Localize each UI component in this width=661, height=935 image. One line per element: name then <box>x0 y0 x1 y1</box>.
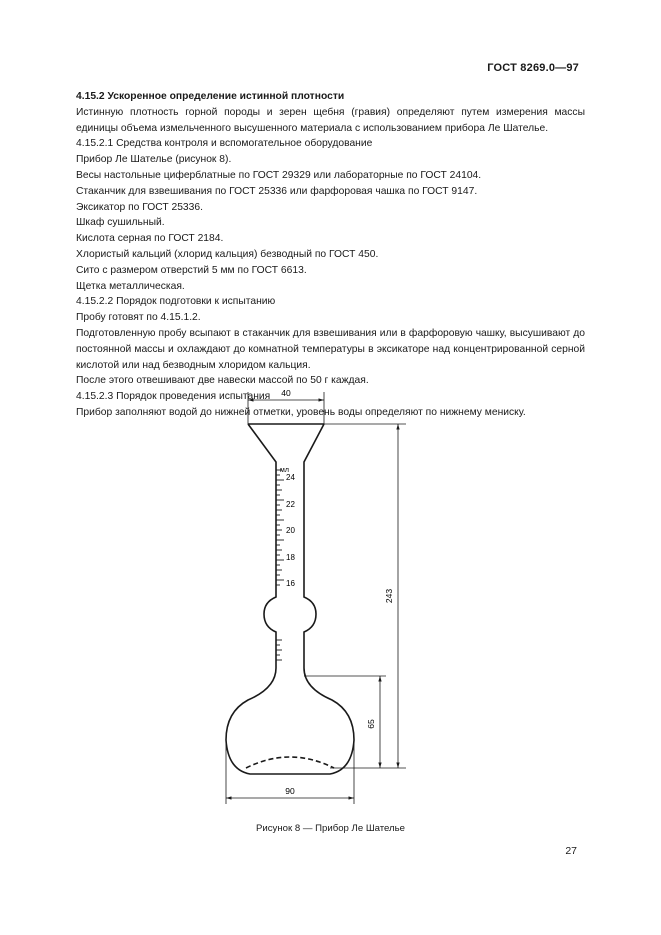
section-title: 4.15.2 Ускоренное определение истинной плотности <box>76 91 345 102</box>
scale-label: 24 <box>286 473 295 482</box>
text-line: После этого отвешивают две навески массой по 50 г каждая. <box>76 375 369 387</box>
text-line: Пробу готовят по 4.15.1.2. <box>76 312 201 324</box>
text-line: Прибор Ле Шателье (рисунок 8). <box>76 154 232 166</box>
text-line: Весы настольные циферблатные по ГОСТ 29329 или лабораторные по ГОСТ 24104. <box>76 169 482 181</box>
dim-bottom-label: 90 <box>285 786 295 796</box>
scale-label: 16 <box>286 579 295 588</box>
text-line: 4.15.2.3 Порядок проведения испытания <box>76 391 271 403</box>
text-line: Прибор заполняют водой до нижней отметки, уровень воды определяют по нижнему мениску. <box>76 406 526 418</box>
section-text <box>76 89 585 421</box>
document-code: ГОСТ 8269.0—97 <box>487 62 579 74</box>
text-line: Стаканчик для взвешивания по ГОСТ 25336 или фарфоровая чашка по ГОСТ 9147. <box>76 185 478 197</box>
text-line: 4.15.2.1 Средства контроля и вспомогательное оборудование <box>76 138 373 150</box>
intro-paragraph: Истинную плотность горной породы и зерен щебня (гравия) определяют путем измерения массы единицы объема измельченного высушенного материала с использованием прибора Ле Шателье. <box>76 106 585 134</box>
prep-paragraph: Подготовленную пробу всыпают в стаканчик для взвешивания или в фарфоровую чашку, высушивают до постоянной массы и охлаждают до комнатной температуры в эксикаторе над концентрированной серной кислотой или над безводным хлоридом кальция. <box>76 327 585 371</box>
scale-label: 22 <box>286 500 295 509</box>
text-line: Эксикатор по ГОСТ 25336. <box>76 201 203 213</box>
page-number: 27 <box>565 845 577 857</box>
scale-unit-label: мл <box>280 467 289 474</box>
text-line: 4.15.2.2 Порядок подготовки к испытанию <box>76 296 276 308</box>
dim-height-label: 243 <box>384 588 394 604</box>
neck-scale-ticks <box>276 470 284 660</box>
text-line: Щетка металлическая. <box>76 280 185 292</box>
le-chatelier-flask-drawing <box>0 380 661 810</box>
scale-label: 20 <box>286 526 295 535</box>
dim-top-label: 40 <box>281 388 291 398</box>
scale-label: 18 <box>286 553 295 562</box>
text-line: Кислота серная по ГОСТ 2184. <box>76 233 224 245</box>
text-line: Сито с размером отверстий 5 мм по ГОСТ 6613. <box>76 264 307 276</box>
text-line: Шкаф сушильный. <box>76 217 165 229</box>
figure-caption: Рисунок 8 — Прибор Ле Шателье <box>256 823 405 834</box>
text-line: Хлористый кальций (хлорид кальция) безводный по ГОСТ 450. <box>76 248 379 260</box>
lower-meniscus-line <box>246 757 334 768</box>
dim-bulb-label: 65 <box>366 719 376 729</box>
